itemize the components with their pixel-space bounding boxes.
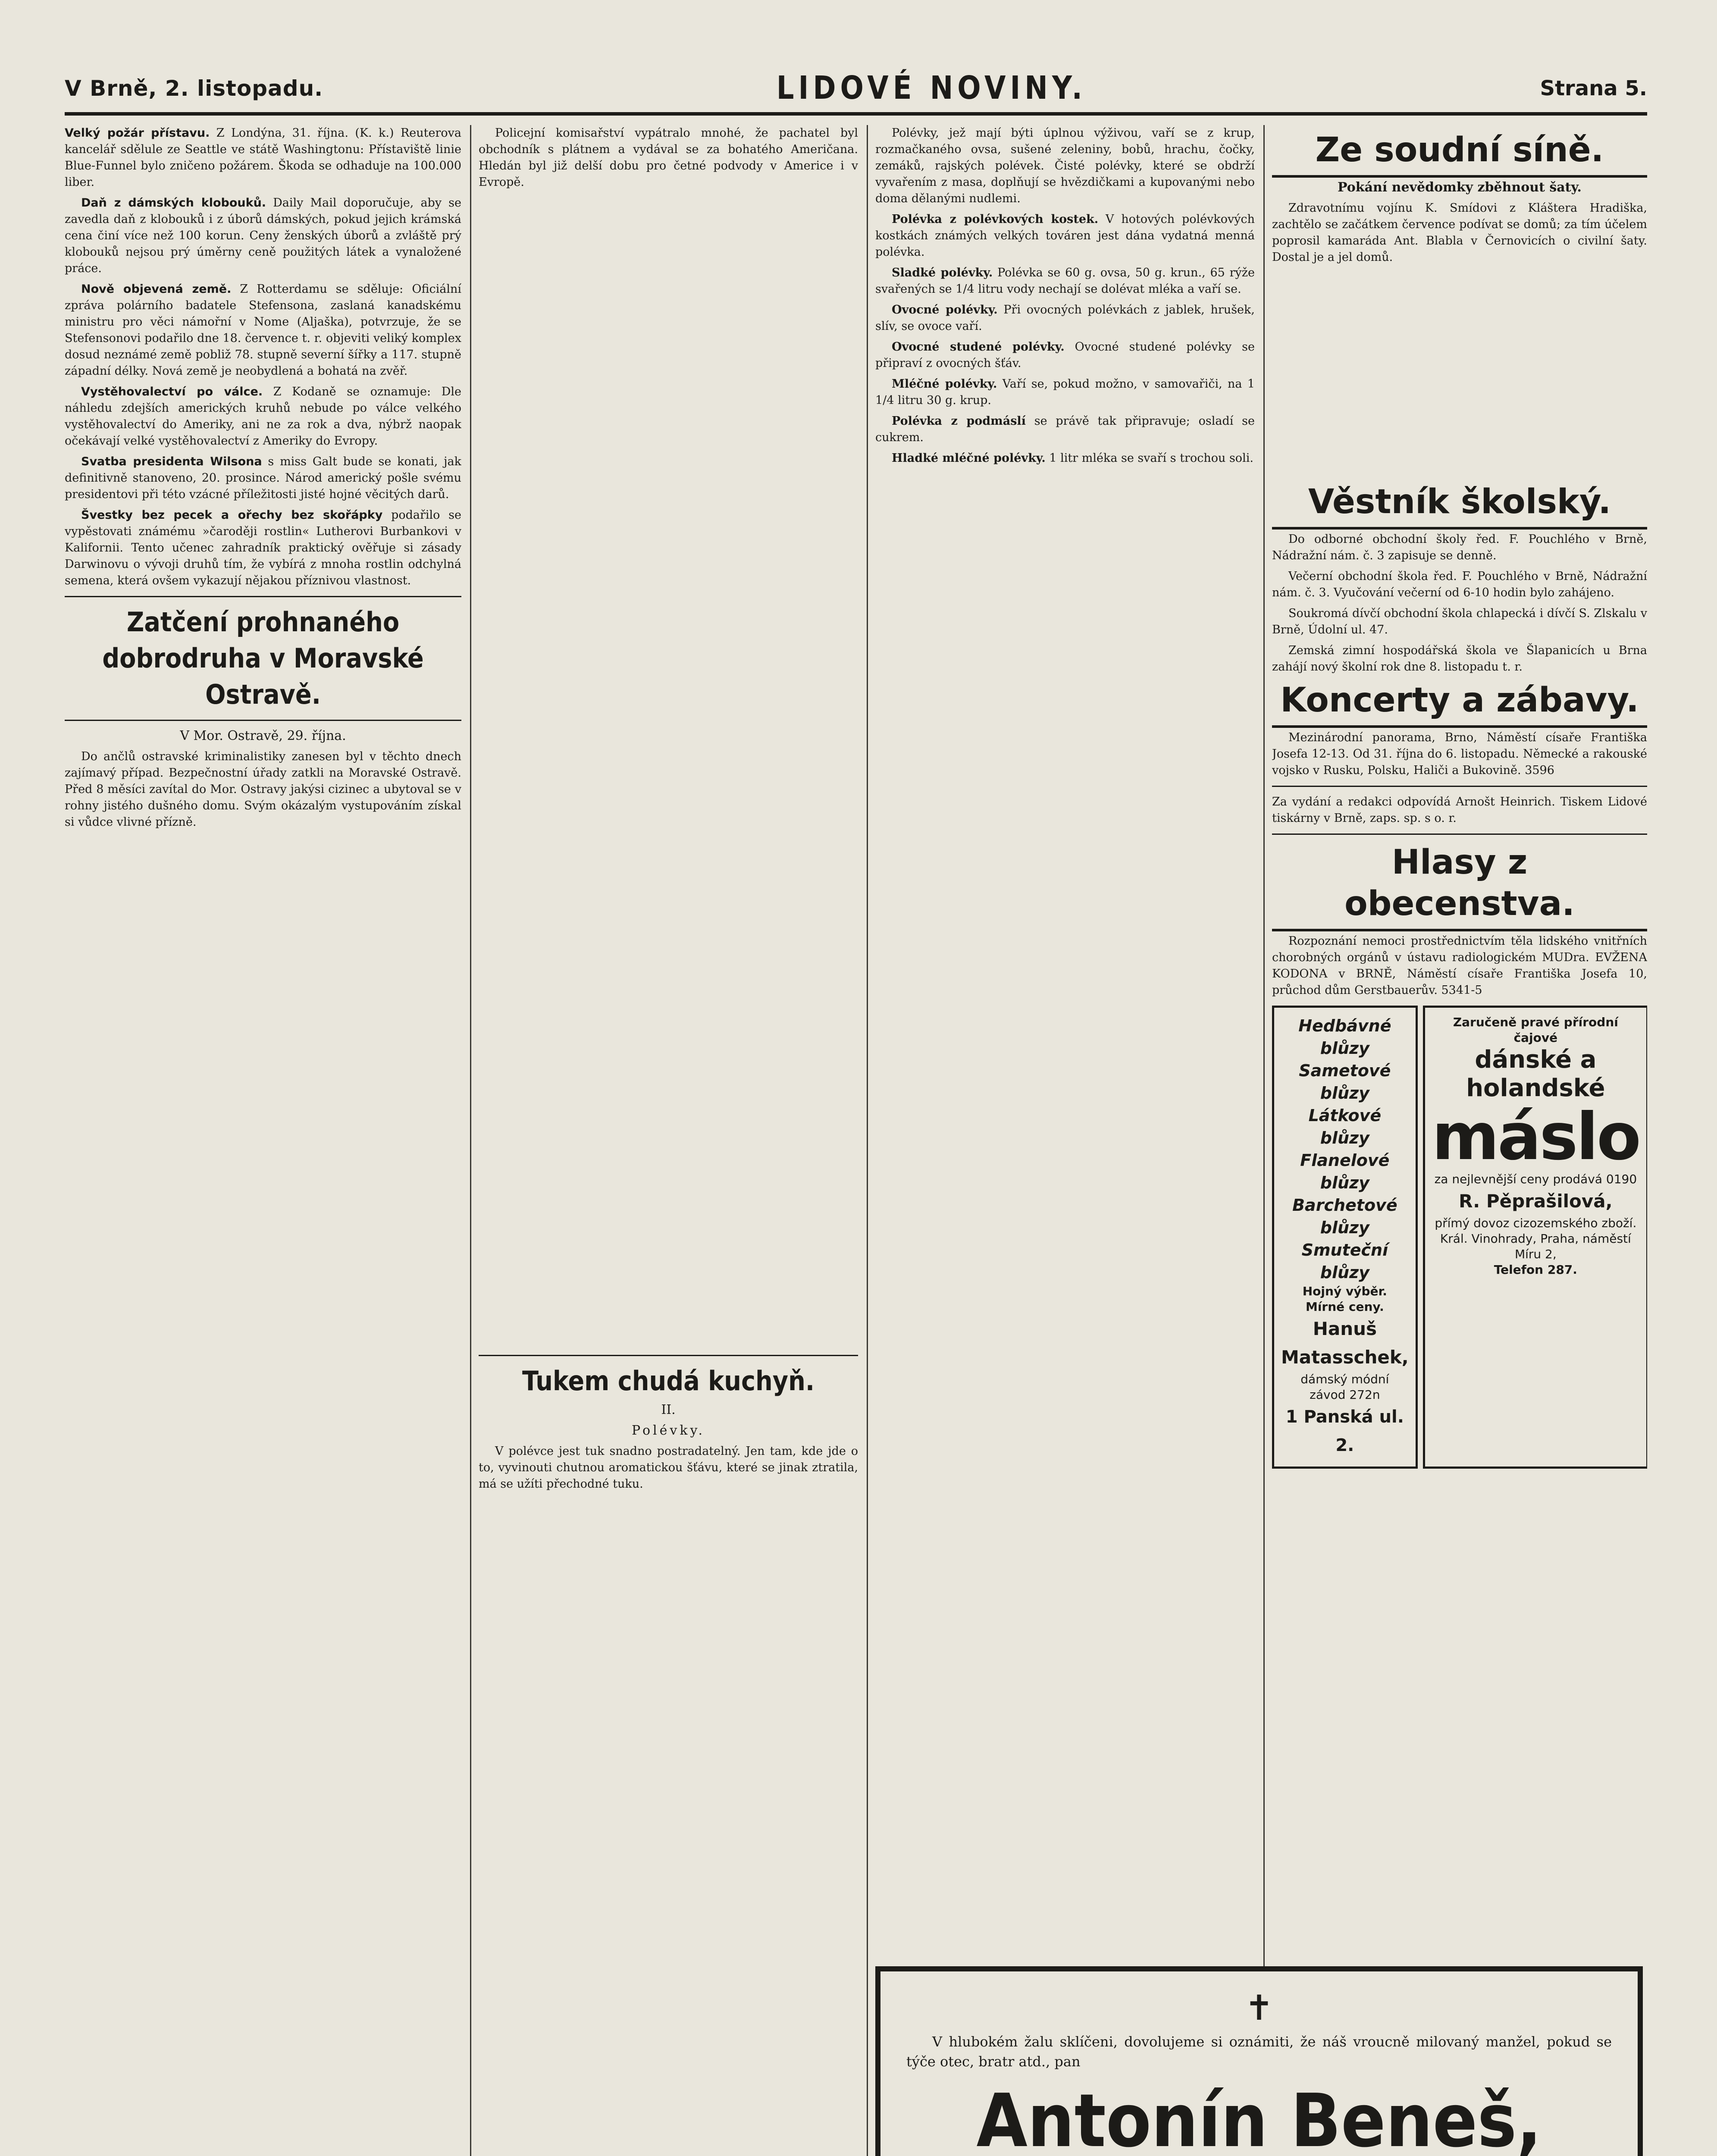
ad-address: Telefon 287. bbox=[1494, 1263, 1577, 1277]
ad-detail: přímý dovoz cizozemského zboží. Král. Vinohrady, Praha, náměstí Míru 2, bbox=[1435, 1216, 1637, 1261]
ad-mid: dánské a holandské bbox=[1466, 1046, 1605, 1102]
ad-huge: máslo bbox=[1432, 1100, 1639, 1175]
ad-line: Barchetové blůzy bbox=[1292, 1196, 1397, 1237]
ad-shop: R. Pěprašilová, bbox=[1459, 1191, 1613, 1212]
column-1 bbox=[65, 125, 461, 2156]
news-item: Švestky bez pecek a ořechy bez skořápky podařilo se vypěstovati známému »čaroději rostlin« Lutherovi Burbankovi v Kalifornii. Tento učenec zahradník praktický ověřuje si zásady Darwinovu o vývoji druhů tím, že vybírá z mnoha rostlin odchylná semena, která ovšem vykazují nějakou příznivou vlastnost. bbox=[65, 508, 461, 587]
public-voices-banner: Hlasy z obecenstva. bbox=[1272, 842, 1647, 931]
subsection: Sladké polévky. Polévka se 60 g. ovsa, 50 g. krun., 65 rýže svařených se 1/4 litru vody nechají se dolévat mléka a vaří se. bbox=[875, 266, 1255, 296]
subsection: Hladké mléčné polévky. 1 litr mléka se svaří s trochou soli. bbox=[892, 451, 1253, 465]
ad-address: 1 Panská ul. 2. bbox=[1285, 1407, 1404, 1455]
issue-date: V Brně, 2. listopadu. bbox=[65, 76, 323, 101]
ad-shop: Hanuš Matasschek, bbox=[1281, 1318, 1409, 1368]
column-4 bbox=[1272, 125, 1647, 1953]
court-text: Zdravotnímu vojínu K. Smídovi z Kláštera Hradiška, zachtělo se začátkem července podívat se domů; za tím účelem poprosil kamaráda Ant. Blabla v Černovicích o civilní šaty. Dostal je a jel domů. bbox=[1272, 201, 1647, 264]
ad-line: Hedbávné blůzy bbox=[1298, 1016, 1391, 1058]
story-text: Do ančlů ostravské kriminalistiky zanesen byl v těchto dnech zajímavý případ. Bezpečnostní úřady zatkli na Moravské Ostravě. Před 8 měsíci zavítal do Mor. Ostravy jakýsi cizinec a ubytoval se v rohny jistého dušného domu. Svým okázalým vystupováním získal si vůdce vlivné přízně. bbox=[65, 750, 461, 829]
news-item: Daň z dámských klobouků. Daily Mail doporučuje, aby se zavedla daň z klobouků i z úborů dámských, pokud jejich krámská cena činí více než 100 korun. Ceny ženských úborů a zvláště prý klobouků nejsou prý úměrny ceně použitých látek a vynaložené práce. bbox=[65, 196, 461, 275]
school-item: Soukromá dívčí obchodní škola chlapecká i dívčí S. Zlskalu v Brně, Údolní ul. 47. bbox=[1272, 607, 1647, 636]
butter-ad bbox=[1423, 1006, 1647, 1469]
court-subtitle: Pokání nevědomky zběhnout šaty. bbox=[1338, 180, 1582, 195]
ad-line: Sametové blůzy bbox=[1299, 1061, 1391, 1103]
story-text: V polévce jest tuk snadno postradatelný. Jen tam, kde jde o to, vyvinouti chutnou aromatickou šťávu, které se jinak ztratila, má se užíti přechodné tuku. bbox=[479, 1445, 858, 1491]
divider bbox=[65, 720, 461, 721]
school-item: Večerní obchodní škola řed. F. Pouchlého v Brně, Nádražní nám. č. 3. Vyučování večerní od 6-10 hodin bylo zahájeno. bbox=[1272, 570, 1647, 599]
subsection: Ovocné studené polévky. Ovocné studené polévky se připraví z ovocných šťáv. bbox=[875, 340, 1255, 370]
school-item: Zemská zimní hospodářská škola ve Šlapanicích u Brna zahájí nový školní rok dne 8. listopadu t. r. bbox=[1272, 644, 1647, 674]
ad-line: Flanelové blůzy bbox=[1300, 1151, 1390, 1192]
story-text: Policejní komisařství vypátralo mnohé, že pachatel byl obchodník s plátnem a vydával se za bohatého Američana. Hledán byl již delší dobu pro četné podvody v Americe i v Evropě. bbox=[479, 126, 858, 189]
subsection: Polévka z polévkových kostek. V hotových polévkových kostkách známých velkých továren jest dána vydatná menná polévka. bbox=[875, 213, 1255, 259]
news-item: Nově objevená země. Z Rotterdamu se sděluje: Oficiální zpráva polárního badatele Stefensona, zaslaná kanadskému ministru pro věci námořní v Nome (Aljaška), potvrzuje, že se Stefensonovi podařilo dne 18. července t. r. objeviti veliký komplex dosud neznámé země pobliž 78. stupně severní šířky a 117. stupně západní délky. Nová země je neobydlená a bohatá na zvěř. bbox=[65, 282, 461, 378]
court-banner: Ze soudní síně. bbox=[1272, 129, 1647, 178]
ad-top: Zaručeně pravé přírodní čajové bbox=[1453, 1015, 1618, 1045]
news-item: Vystěhovalectví po válce. Z Kodaně se oznamuje: Dle náhledu zdejších amerických kruhů nebude po válce velkého vystěhovalectví do Ameriky, ani ne za rok a dva, nýbrž naopak očekávají velké vystěhovalectví z Ameriky do Evropy. bbox=[65, 385, 461, 448]
subsection: Mléčné polévky. Vaří se, pokud možno, v samovařiči, na 1 1/4 litru 30 g. krup. bbox=[875, 377, 1255, 407]
ad-line: Smuteční blůzy bbox=[1301, 1241, 1388, 1282]
story-text: Polévky, jež mají býti úplnou výživou, vaří se z krup, rozmačkaného ovsa, sušené zeleniny, bobů, hrachu, čočky, zemáků, rajských polévek. Čisté polévky, které se obdrží vyvařením z masa, doplňují se hvězdičkami a kupovanými nebo doma dělanými nudlemi. bbox=[875, 126, 1255, 205]
column-rule-1 bbox=[470, 125, 471, 2156]
obituary-intro: V hlubokém žalu sklíčeni, dovolujeme si oznámiti, že náš vroucně milovaný manžel, pokud se týče otec, bratr atd., pan bbox=[906, 2034, 1612, 2070]
headline-zatceni: Zatčení prohnaného dobrodruha v Moravské Ostravě. bbox=[102, 606, 424, 710]
divider bbox=[479, 1355, 858, 1356]
column-2 bbox=[479, 125, 858, 2156]
subsection: Ovocné polévky. Při ovocných polévkách z jablek, hrušek, slív, se ovoce vaří. bbox=[875, 303, 1255, 333]
blouse-ad bbox=[1272, 1006, 1418, 1469]
ad-detail: dámský módní závod 272n bbox=[1300, 1372, 1389, 1402]
news-item: Velký požár přístavu. Z Londýna, 31. října. (K. k.) Reuterova kancelář sdělule ze Seattle ve státě Washingtonu: Přístaviště linie Blue-Funnel bylo zničeno požárem. Škoda se odhaduje na 100.000 liber. bbox=[65, 126, 461, 189]
concert-text: Mezinárodní panorama, Brno, Náměstí císaře Františka Josefa 12-13. Od 31. října do 6. listopadu. Německé a rakouské vojsko v Rusku, Polsku, Haliči a Bukovině. 3596 bbox=[1272, 731, 1647, 777]
publisher-line: Za vydání a redakci odpovídá Arnošt Heinrich. Tiskem Lidové tiskárny v Brně, zaps. sp. s o. r. bbox=[1272, 795, 1647, 825]
obituary-notice bbox=[875, 1966, 1643, 2156]
concert-banner: Koncerty a zábavy. bbox=[1272, 680, 1647, 728]
subsection: Polévka z podmáslí se právě tak připravuje; osladí se cukrem. bbox=[875, 414, 1255, 444]
page-header bbox=[65, 65, 1647, 116]
column-rule-2 bbox=[867, 125, 868, 2156]
divider bbox=[65, 596, 461, 597]
column-3 bbox=[875, 125, 1255, 1953]
ad-tag: Hojný výběr. Mírné ceny. bbox=[1302, 1284, 1387, 1314]
ad-grid bbox=[1272, 1006, 1647, 1469]
cross-icon: ✝ bbox=[1244, 1988, 1274, 2028]
headline-tukem: Tukem chudá kuchyň. bbox=[522, 1365, 815, 1397]
public-voices-text: Rozpoznání nemoci prostřednictvím těla lidského vnitřních chorobných orgánů v ústavu radiologickém MUDra. EVŽENA KODONA v BRNĚ, Náměstí císaře Františka Josefa 10, průchod dům Gerstbauerův. 5341-5 bbox=[1272, 934, 1647, 997]
deceased-name: Antonín Beneš, bbox=[976, 2078, 1542, 2156]
section-sub: Polévky. bbox=[631, 1423, 705, 1438]
newspaper-title: LIDOVÉ NOVINY. bbox=[776, 70, 1087, 107]
ad-line: Látkové blůzy bbox=[1308, 1106, 1382, 1147]
ad-price: za nejlevnější ceny prodává 0190 bbox=[1434, 1172, 1637, 1186]
dateline: V Mor. Ostravě, 29. října. bbox=[180, 728, 346, 743]
school-item: Do odborné obchodní školy řed. F. Pouchlého v Brně, Nádražní nám. č. 3 zapisuje se denně. bbox=[1272, 533, 1647, 562]
news-item: Svatba presidenta Wilsona s miss Galt bude se konati, jak definitivně stanoveno, 20. prosince. Národ americký pošle svému presidentovi při této vzácné příležitosti jisté hojné věcitých darů. bbox=[65, 455, 461, 501]
column-rule-3 bbox=[1263, 125, 1265, 2156]
divider bbox=[1272, 834, 1647, 835]
part-number: II. bbox=[661, 1402, 676, 1417]
divider bbox=[1272, 786, 1647, 787]
page-number: Strana 5. bbox=[1540, 76, 1647, 100]
school-banner: Věstník školský. bbox=[1272, 481, 1647, 530]
